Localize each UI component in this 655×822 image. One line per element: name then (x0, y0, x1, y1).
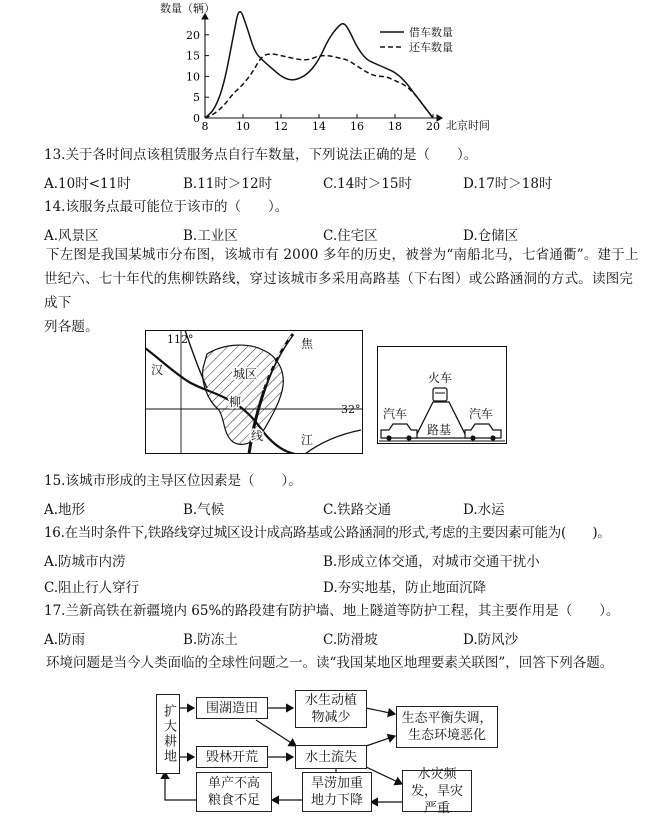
q15-option-a[interactable]: A.地形 (44, 502, 86, 518)
series-borrow-line (205, 12, 433, 118)
q15-option-c[interactable]: C.铁路交通 (323, 502, 392, 518)
q13-option-d[interactable]: D.17时＞18时 (463, 176, 553, 192)
city-map (145, 330, 363, 454)
q14-option-b[interactable]: B.工业区 (183, 228, 238, 244)
label-embankment: 路基 (427, 423, 452, 437)
intro-line-2: 世纪六、七十年代的焦柳铁路线，穿过该城市多采用高路基（下右图）或公路涵洞的方式。读图完成下 (44, 271, 634, 311)
q17-option-c[interactable]: C.防滑坡 (323, 632, 378, 648)
label-car-left: 汽车 (383, 407, 408, 421)
q13-option-a[interactable]: A.10时<11时 (44, 176, 131, 192)
node-soil-erosion: 水土流失 (295, 745, 367, 769)
x-tick-label: 16 (350, 120, 364, 133)
node-expand-farmland-text: 扩大耕地 (161, 704, 176, 764)
intro-paragraph-2: 环境问题是当今人类面临的全球性问题之一。读“我国某地区地理要素关联图”，回答下列各题。 (46, 655, 614, 671)
intro-paragraph-1 (44, 243, 644, 339)
x-tick-label: 12 (274, 120, 288, 133)
q13-stem: 13.关于各时间点该租赁服务点自行车数量，下列说法正确的是（ ）。 (44, 147, 478, 163)
q16-stem: 16.在当时条件下,铁路线穿过城区设计成高路基或公路涵洞的形式,考虑的主要因素可能为( )。 (44, 525, 611, 541)
q15-option-b[interactable]: B.气候 (183, 502, 225, 518)
label-32: 32° (341, 403, 361, 416)
q13-option-c[interactable]: C.14时＞15时 (323, 176, 412, 192)
label-liu: 柳 (229, 395, 242, 409)
label-112: 112° (167, 333, 194, 346)
label-train: 火车 (428, 371, 453, 385)
y-tick-label: 20 (186, 28, 200, 42)
q17-option-d[interactable]: D.防风沙 (463, 632, 519, 648)
x-tick-label: 14 (312, 120, 326, 133)
label-jiang: 江 (301, 433, 314, 447)
label-car-right: 汽车 (469, 407, 494, 421)
y-tick-label: 15 (186, 49, 200, 63)
node-aquatic-decline: 水生动植物减少 (295, 690, 367, 728)
q17-option-a[interactable]: A.防雨 (44, 632, 86, 648)
legend-borrow: 借车数量 (409, 26, 453, 39)
x-tick-label: 10 (236, 120, 250, 133)
node-flood-drought: 水灾频发，旱灾严重 (402, 770, 472, 812)
q17-option-b[interactable]: B.防冻土 (183, 632, 238, 648)
q16-option-c[interactable]: C.阻止行人穿行 (44, 580, 140, 596)
y-tick-label: 10 (186, 70, 200, 84)
node-reclaim-lake: 围湖造田 (196, 697, 268, 719)
q14-stem: 14.该服务点最可能位于该市的（ ）。 (44, 199, 289, 215)
bike-rental-chart (150, 0, 510, 138)
y-tick-label: 0 (193, 112, 200, 125)
label-chengqu: 城区 (233, 367, 258, 381)
intro-line-3: 列各题。 (44, 319, 99, 335)
y-axis-label: 数量（辆） (160, 2, 215, 15)
intro-line-1: 下左图是我国某城市分布图，该城市有 2000 多年的历史，被誉为“南船北马，七省通衢”。建于上 (46, 247, 639, 263)
q15-option-d[interactable]: D.水运 (463, 502, 505, 518)
q16-option-a[interactable]: A.防城市内涝 (44, 554, 126, 570)
embankment-diagram (377, 346, 507, 444)
q15-stem: 15.该城市形成的主导区位因素是（ ）。 (44, 473, 302, 489)
q16-option-d[interactable]: D.夯实地基，防止地面沉降 (323, 580, 487, 596)
q14-option-d[interactable]: D.仓储区 (463, 228, 519, 244)
q16-option-b[interactable]: B.形成立体交通，对城市交通干扰小 (323, 554, 540, 570)
legend-return: 还车数量 (409, 41, 453, 54)
node-low-yield: 单产不高粮食不足 (196, 772, 272, 812)
x-axis-label: 北京时间 (446, 119, 490, 132)
x-tick-label: 8 (201, 120, 209, 133)
x-tick-label: 20 (426, 120, 440, 133)
q14-option-a[interactable]: A.风景区 (44, 228, 99, 244)
node-ecology: 生态平衡失调，生态环境恶化 (396, 706, 498, 748)
node-deforest: 毁林开荒 (196, 746, 268, 768)
label-jiao: 焦 (301, 337, 314, 351)
x-tick-label: 18 (388, 120, 402, 133)
label-xian: 线 (251, 429, 264, 443)
train-icon (433, 388, 447, 401)
node-expand-farmland (156, 694, 180, 774)
y-tick-label: 5 (193, 91, 200, 105)
label-han: 汉 (151, 363, 164, 377)
q17-stem: 17.兰新高铁在新疆境内 65%的路段建有防护墙、地上隧道等防护工程，其主要作用是（ ）。 (44, 603, 620, 619)
series-return-line (205, 54, 433, 118)
q14-option-c[interactable]: C.住宅区 (323, 228, 378, 244)
q13-option-b[interactable]: B.11时＞12时 (183, 176, 273, 192)
node-soil-fertility: 旱涝加重地力下降 (302, 772, 372, 812)
